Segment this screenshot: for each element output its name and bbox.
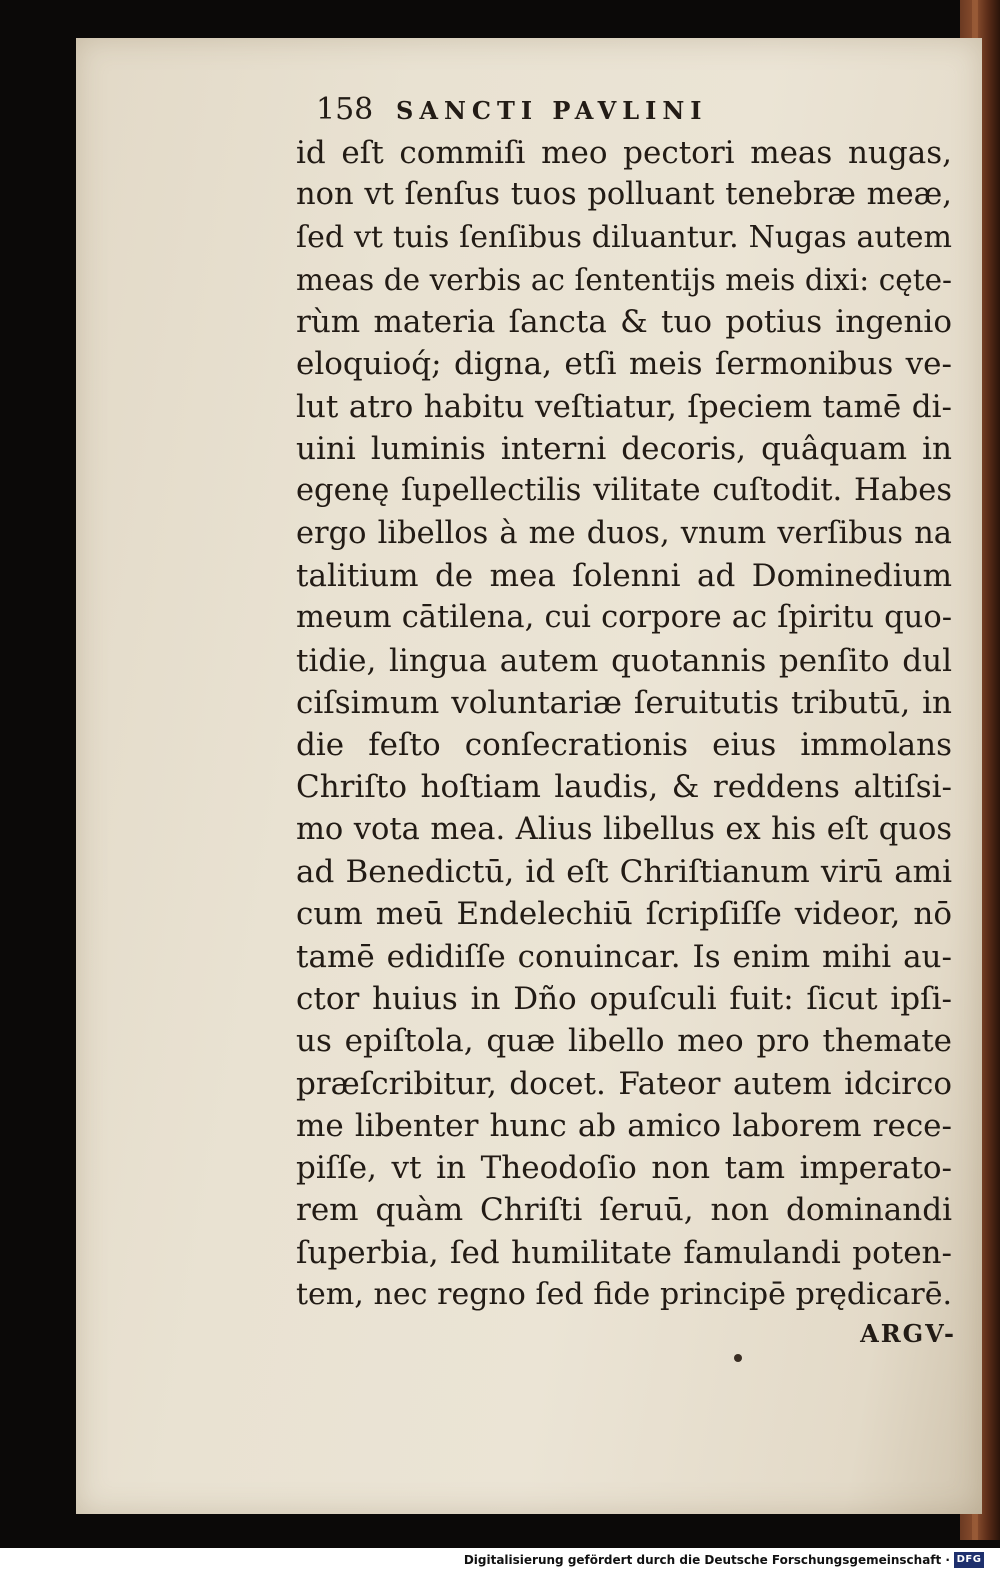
printer-mark-dot <box>734 1354 742 1362</box>
running-title: SANCTI PAVLINI <box>396 96 708 125</box>
text-line: ad Benedictū, id eſt Chriſtianum virū ami <box>296 854 952 891</box>
text-line: id eſt commiſi meo pectori meas nugas, <box>296 135 952 171</box>
text-line: talitium de mea ſolenni ad Dominedium <box>296 557 952 594</box>
text-line: meas de verbis ac ſententijs meis dixi: cęte- <box>296 262 952 297</box>
text-line: mo vota mea. Alius libellus ex his eſt quos <box>296 811 952 847</box>
running-head <box>316 90 836 130</box>
text-line: ſed vt tuis ſenſibus diluantur. Nugas autem <box>296 219 952 255</box>
text-line: tamē edidiſſe conuincar. Is enim mihi au- <box>296 938 952 975</box>
text-line: die feſto conſecrationis eius immolans <box>296 727 952 764</box>
text-line: meum cātilena, cui corpore ac ſpiritu quo- <box>296 600 952 636</box>
text-line: eloquioq́; digna, etſi meis ſermonibus ve- <box>296 346 952 383</box>
text-line: tem, nec regno ſed fide principē prędicarē. <box>296 1277 952 1313</box>
text-line: egenę ſupellectilis vilitate cuſtodit. Habes <box>296 473 952 509</box>
catchword: ARGV- <box>860 1319 956 1348</box>
text-line: ſuperbia, ſed humilitate famulandi poten- <box>296 1234 952 1271</box>
text-line: tidie, lingua autem quotannis penſito dul <box>296 642 952 679</box>
digitization-credit: Digitalisierung gefördert durch die Deutsche Forschungsgemeinschaft · <box>463 1553 950 1567</box>
text-line: rem quàm Chriſti ſeruū, non dominandi <box>296 1192 952 1229</box>
dfg-logo: DFG <box>954 1552 984 1568</box>
text-line: ciſsimum voluntariæ ſeruitutis tributū, in <box>296 684 952 721</box>
text-line: ctor huius in Dño opuſculi fuit: ſicut ipſi- <box>296 980 952 1017</box>
text-line: non vt ſenſus tuos polluant tenebræ meæ, <box>296 177 952 213</box>
text-line: lut atro habitu veſtiatur, ſpeciem tamē di- <box>296 388 952 425</box>
text-line: cum meū Endelechiū ſcripſiſſe videor, nō <box>296 896 952 933</box>
text-line: me libenter hunc ab amico laborem rece- <box>296 1107 952 1144</box>
text-line: præſcribitur, docet. Fateor autem idcirco <box>296 1065 952 1102</box>
text-line: uini luminis interni decoris, quâquam in <box>296 431 952 468</box>
text-line: piſſe, vt in Theodoſio non tam imperato- <box>296 1150 952 1187</box>
text-line: rùm materia ſancta & tuo potius ingenio <box>296 304 952 341</box>
text-line: Chriſto hoſtiam laudis, & reddens altiſsi- <box>296 769 952 806</box>
body-text <box>296 132 952 1316</box>
text-line: ergo libellos à me duos, vnum verſibus na <box>296 515 952 551</box>
text-line: us epiſtola, quæ libello meo pro themate <box>296 1023 952 1060</box>
page-number: 158 <box>316 92 374 127</box>
